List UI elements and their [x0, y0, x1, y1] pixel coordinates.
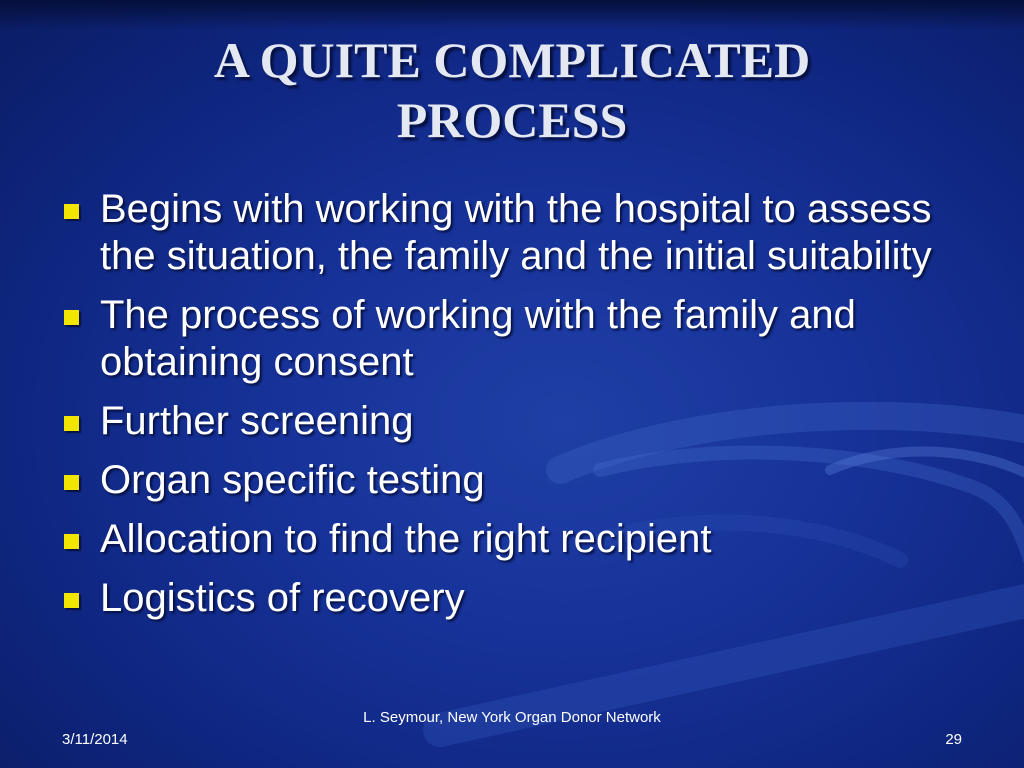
bullet-item	[62, 516, 982, 563]
bullet-text: Further screening	[100, 399, 414, 443]
bullet-item	[62, 457, 982, 504]
bullet-text: Allocation to find the right recipient	[100, 517, 712, 561]
bullet-item	[62, 575, 982, 622]
bullet-text: Logistics of recovery	[100, 576, 465, 620]
square-bullet-icon	[64, 593, 79, 608]
bullet-item	[62, 398, 982, 445]
slide-title	[60, 30, 964, 150]
footer-page-number: 29	[945, 731, 962, 748]
bullet-text: The process of working with the family and obtaining consent	[100, 293, 856, 384]
bullet-text: Organ specific testing	[100, 458, 485, 502]
slide-title-line-2: PROCESS	[396, 92, 628, 148]
footer-date: 3/11/2014	[62, 731, 128, 748]
slide-title-line-1: A QUITE COMPLICATED	[213, 32, 811, 88]
square-bullet-icon	[64, 475, 79, 490]
footer-author: L. Seymour, New York Organ Donor Network	[363, 709, 661, 726]
square-bullet-icon	[64, 534, 79, 549]
square-bullet-icon	[64, 416, 79, 431]
square-bullet-icon	[64, 310, 79, 325]
bullet-text: Begins with working with the hospital to assess the situation, the family and the initial suitability	[100, 187, 932, 278]
bullet-item	[62, 292, 982, 386]
bullet-item	[62, 186, 982, 280]
bullet-list	[62, 186, 982, 634]
square-bullet-icon	[64, 204, 79, 219]
